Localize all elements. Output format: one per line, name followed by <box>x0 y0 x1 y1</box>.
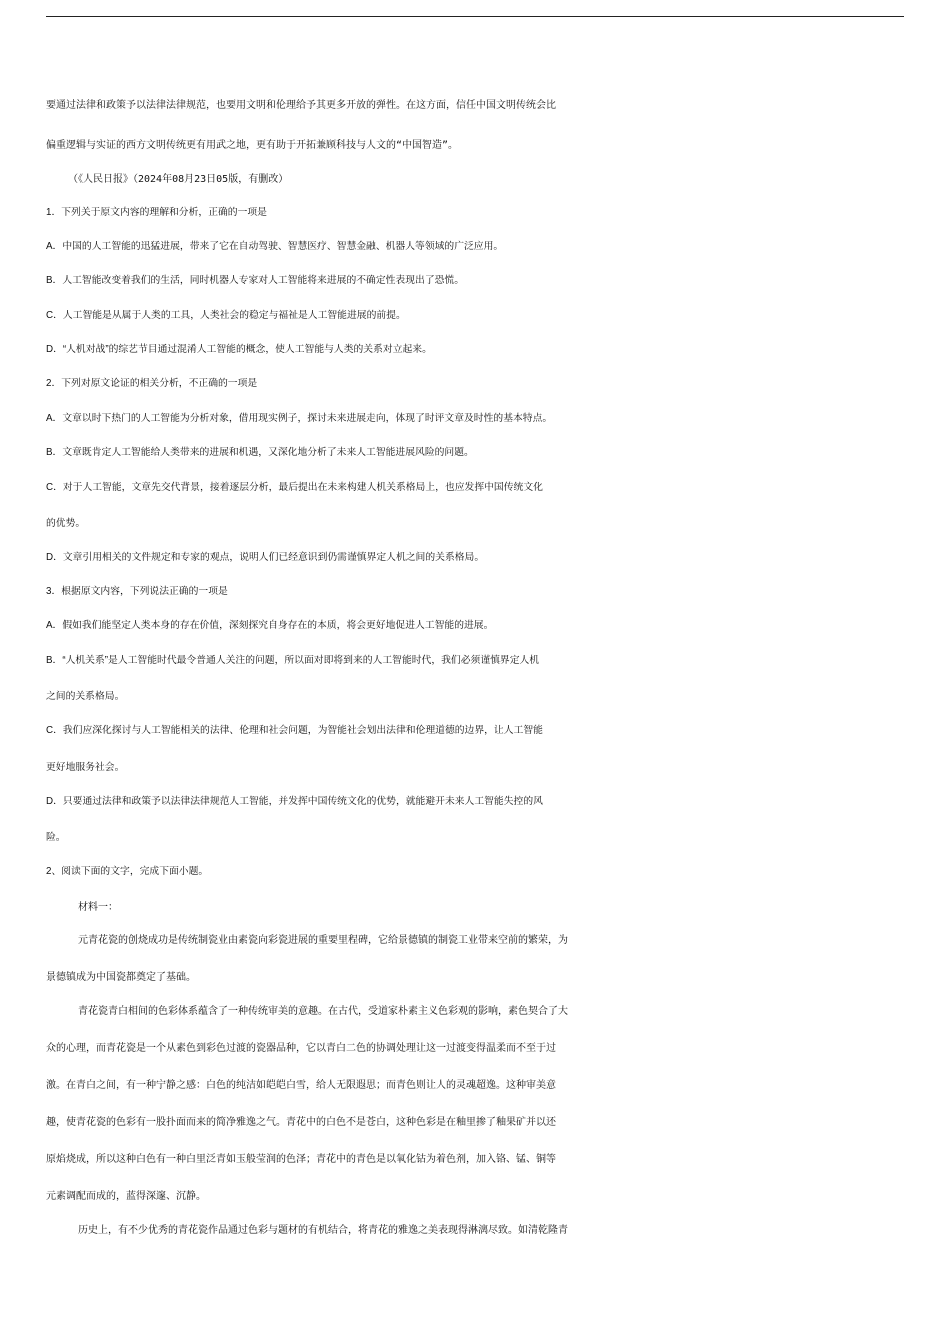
question-3-stem: 3．根据原文内容，下列说法正确的一项是 <box>46 586 228 597</box>
intro-line-1: 要通过法律和政策予以法律法律规范，也要用文明和伦理给予其更多开放的弹性。在这方面，信任中国文明传统会比 <box>46 100 556 111</box>
material-label: 材料一： <box>78 902 118 913</box>
para-2-line-5: 原焰烧成，所以这种白色有一种白里泛青如玉般莹润的色泽；青花中的青色是以氧化钴为着色剂，加入铬、锰、铜等 <box>46 1154 556 1165</box>
source-citation: （《人民日报》（2024年08月23日05版，有删改） <box>68 174 289 185</box>
question-3-option-d: D．只要通过法律和政策予以法律法律规范人工智能，并发挥中国传统文化的优势，就能避开未来人工智能失控的风 <box>46 796 543 807</box>
para-2-line-3: 激。在青白之间，有一种宁静之感：白色的纯洁如皑皑白雪，给人无限遐思；而青色则让人的灵魂超逸。这种审美意 <box>46 1080 556 1091</box>
para-1-line-1: 元青花瓷的创烧成功是传统制瓷业由素瓷向彩瓷进展的重要里程碑，它给景德镇的制瓷工业带来空前的繁荣，为 <box>78 935 568 946</box>
para-2-line-1: 青花瓷青白相间的色彩体系蕴含了一种传统审美的意趣。在古代，受道家朴素主义色彩观的影响，素色契合了大 <box>78 1006 568 1017</box>
question-1-option-d: D．“人机对战”的综艺节目通过混淆人工智能的概念，使人工智能与人类的关系对立起来。 <box>46 344 432 355</box>
question-1-stem: 1．下列关于原文内容的理解和分析，正确的一项是 <box>46 207 267 218</box>
question-1-option-a: A．中国的人工智能的迅猛进展，带来了它在自动驾驶、智慧医疗、智慧金融、机器人等领域的广泛应用。 <box>46 241 504 252</box>
para-2-line-4: 趣，使青花瓷的色彩有一股扑面而来的简净雅逸之气。青花中的白色不是苍白，这种色彩是在釉里掺了釉果矿并以还 <box>46 1117 556 1128</box>
header-rule <box>46 16 904 17</box>
question-1-option-c: C．人工智能是从属于人类的工具，人类社会的稳定与福祉是人工智能进展的前提。 <box>46 310 406 321</box>
question-2-option-d: D．文章引用相关的文件规定和专家的观点，说明人们已经意识到仍需谨慎界定人机之间的关系格局。 <box>46 552 485 563</box>
question-3-option-b: B．“人机关系”是人工智能时代最令普通人关注的问题，所以面对即将到来的人工智能时代，我们必须谨慎界定人机 <box>46 655 540 666</box>
question-2-option-a: A．文章以时下热门的人工智能为分析对象，借用现实例子，探讨未来进展走向，体现了时评文章及时性的基本特点。 <box>46 413 553 424</box>
intro-line-2: 偏重逻辑与实证的西方文明传统更有用武之地，更有助于开拓兼顾科技与人文的“中国智造”。 <box>46 140 459 151</box>
para-1-line-2: 景德镇成为中国瓷都奠定了基础。 <box>46 972 196 983</box>
question-3-option-c: C．我们应深化探讨与人工智能相关的法律、伦理和社会问题，为智能社会划出法律和伦理道德的边界，让人工智能 <box>46 725 543 736</box>
question-3-option-a: A．假如我们能坚定人类本身的存在价值，深刻探究自身存在的本质，将会更好地促进人工智能的进展。 <box>46 620 494 631</box>
question-2-option-b: B．文章既肯定人工智能给人类带来的进展和机遇，又深化地分析了未来人工智能进展风险的问题。 <box>46 447 474 458</box>
question-3-option-c-cont: 更好地服务社会。 <box>46 762 125 773</box>
question-1-option-b: B．人工智能改变着我们的生活，同时机器人专家对人工智能将来进展的不确定性表现出了恐慌。 <box>46 275 465 286</box>
question-2-option-c-cont: 的优势。 <box>46 518 86 529</box>
para-2-line-6: 元素调配而成的，蓝得深邃、沉静。 <box>46 1191 206 1202</box>
para-3-line-1: 历史上，有不少优秀的青花瓷作品通过色彩与题材的有机结合，将青花的雅逸之美表现得淋漓尽致。如清乾隆青 <box>78 1225 568 1236</box>
section-2-heading: 2、阅读下面的文字，完成下面小题。 <box>46 866 209 877</box>
question-2-option-c: C．对于人工智能，文章先交代背景，接着逐层分析，最后提出在未来构建人机关系格局上，也应发挥中国传统文化 <box>46 482 543 493</box>
question-2-stem: 2．下列对原文论证的相关分析，不正确的一项是 <box>46 378 258 389</box>
question-3-option-d-cont: 险。 <box>46 832 66 843</box>
para-2-line-2: 众的心理，而青花瓷是一个从素色到彩色过渡的瓷器品种，它以青白二色的协调处理让这一过渡变得温柔而不至于过 <box>46 1043 556 1054</box>
question-3-option-b-cont: 之间的关系格局。 <box>46 691 125 702</box>
